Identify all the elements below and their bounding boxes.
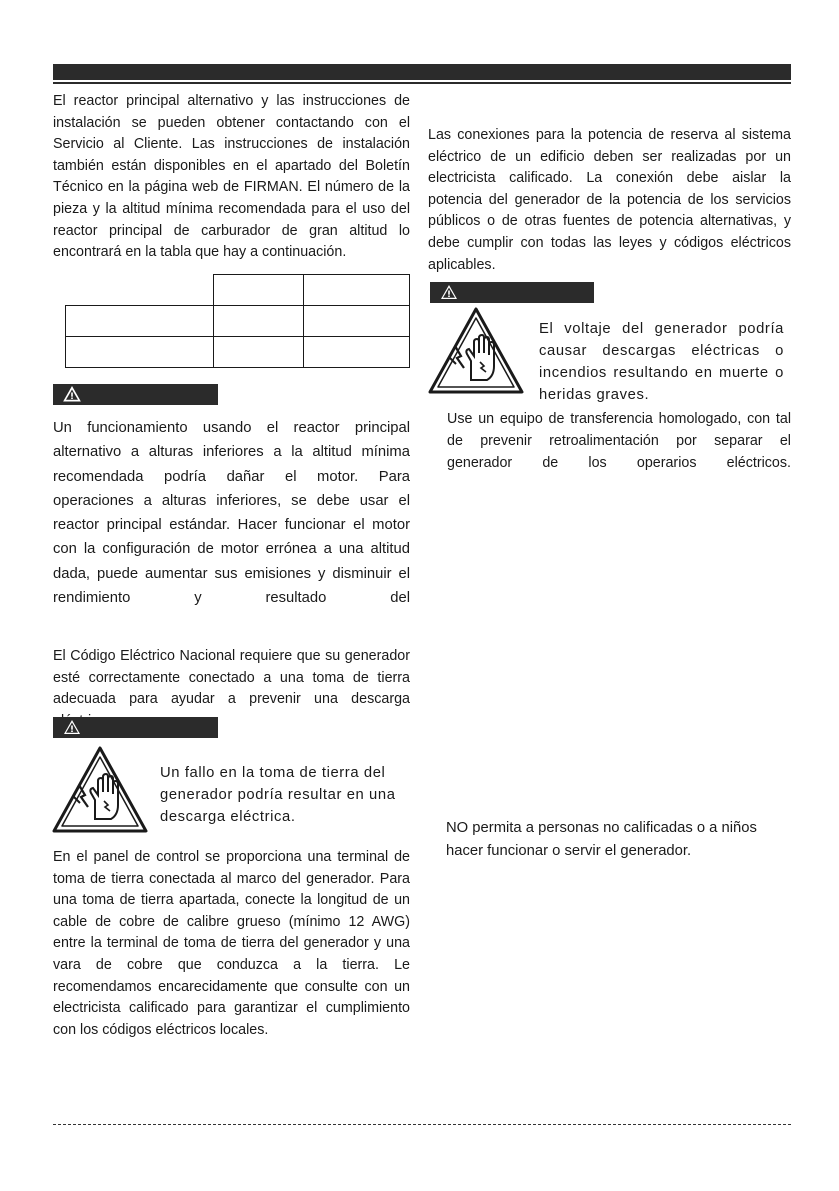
carburetor-jet-paragraph: El reactor principal alternativo y las instrucciones de instalación se pueden obtener contactando con el Servicio al Cliente. Las instrucciones de instalación también están disponibles en el apartado del Boletín Técnico en la página web de FIRMAN. El número de la pieza y la altitud mínima recomendada para el uso del reactor principal de carburador de gran altitud lo encontrará en la tabla que hay a continuación. [53, 93, 410, 261]
table-cell [213, 305, 304, 337]
header-bar [53, 64, 791, 80]
table-cell [303, 305, 410, 337]
transfer-equipment-paragraph: Use un equipo de transferencia homologado, con tal de prevenir retroalimentación por separar el generador de los operarios eléctricos. [447, 411, 791, 471]
footer-dashed-rule [53, 1124, 791, 1125]
altitude-warning-text: Un funcionamiento usando el reactor principal alternativo a alturas inferiores a la altitud mínima recomendada podría dañar el motor. Para operaciones a alturas inferiores, se debe usar el reactor principal estándar. Hacer funcionar el motor con la configuración de motor errónea a una altitud dada, puede aumentar sus emisiones y disminuir el rendimiento y resultado del [53, 420, 410, 607]
electric-shock-hand-icon [51, 745, 149, 835]
jet-altitude-table [65, 274, 410, 368]
table-cell [213, 274, 304, 306]
table-cell [65, 305, 214, 337]
header-rule [53, 82, 791, 84]
unqualified-persons-notice: NO permita a personas no calificadas o a niños hacer funcionar o servir el generador. [446, 820, 757, 859]
grounding-warning-text: Un fallo en la toma de tierra del generador podría resultar en una descarga eléctrica. [160, 765, 396, 825]
standby-power-paragraph: Las conexiones para la potencia de reserva al sistema eléctrico de un edificio deben ser realizadas por un electricista calificado. La conexión debe aislar la potencia del generador de la potencia de los servicios públicos o de otras fuentes de potencia alternativas, y debe cumplir con todas las leyes y códigos eléctricos aplicables. [428, 127, 791, 273]
grounding-requirement-paragraph: El Código Eléctrico Nacional requiere que su generador esté correctamente conectado a una toma de tierra adecuada para ayudar a prevenir una descarga [53, 648, 410, 708]
warning-bar-voltage [430, 282, 594, 303]
table-cell [303, 274, 410, 306]
warning-triangle-icon [63, 719, 81, 735]
table-cell [213, 336, 304, 368]
warning-triangle-icon [440, 284, 458, 300]
electric-shock-hand-icon [427, 306, 525, 396]
warning-bar-grounding [53, 717, 218, 738]
warning-bar-altitude [53, 384, 218, 405]
table-cell [303, 336, 410, 368]
warning-triangle-icon [63, 386, 81, 402]
voltage-warning-text: El voltaje del generador podría causar descargas eléctricas o incendios resultando en muerte o heridas graves. [539, 321, 784, 403]
table-cell [65, 336, 214, 368]
grounding-terminal-paragraph: En el panel de control se proporciona una terminal de toma de tierra conectada al marco del generador. Para una toma de tierra apartada, conecte la longitud de un cable de cobre de calibre grueso (mínimo 12 AWG) entre la terminal de toma de tierra del generador y una vara de cobre que conduzca a la tierra. Le recomendamos encarecidamente que consulte con un electricista calificado para garantizar el cumplimiento con los códigos eléctricos locales. [53, 849, 410, 1038]
